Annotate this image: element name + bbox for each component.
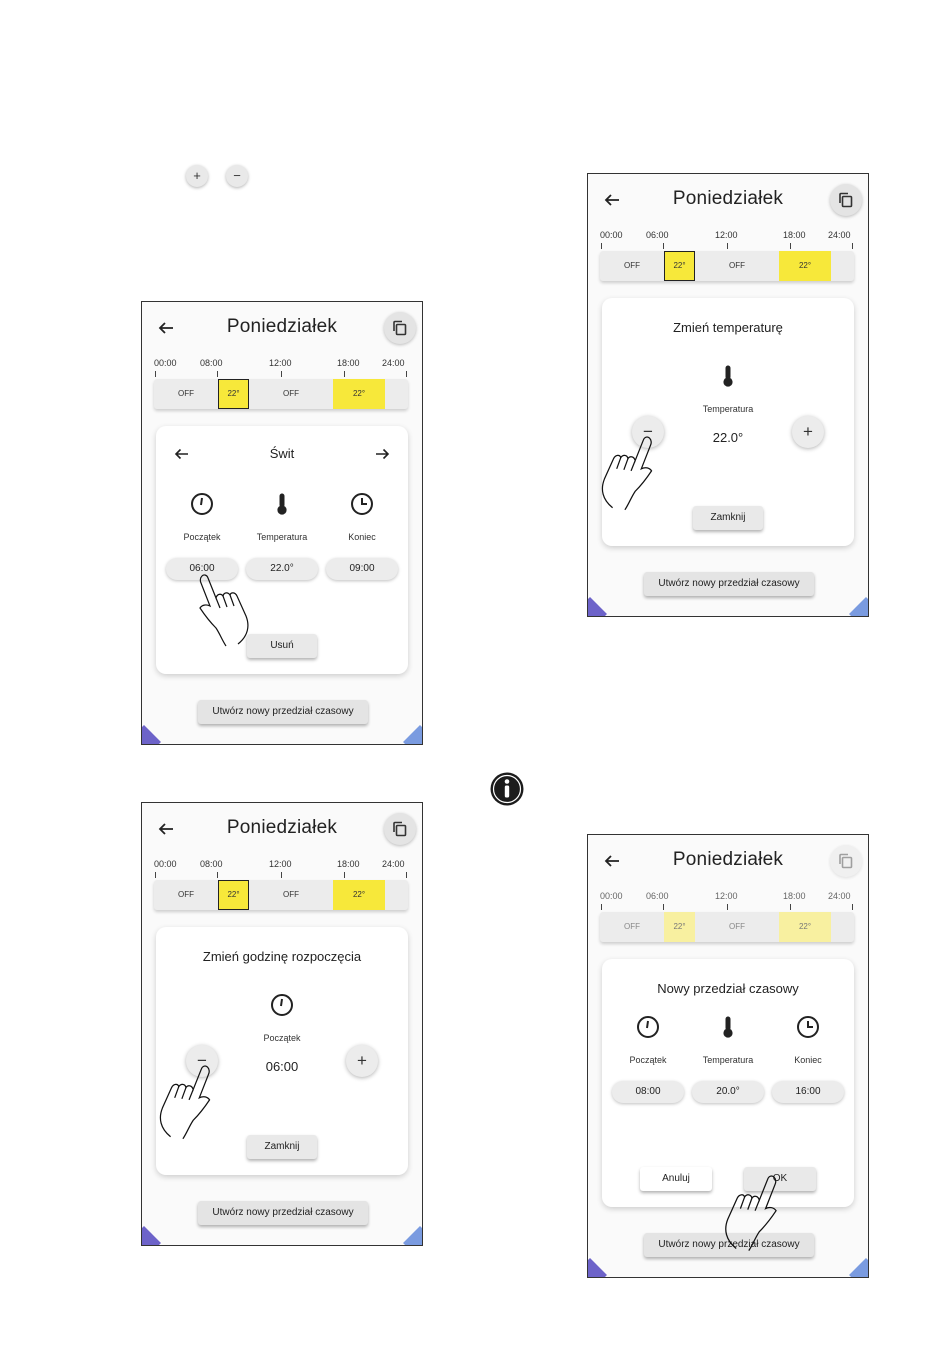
new-slot-button[interactable]: Utwórz nowy przedział czasowy (644, 572, 814, 596)
corner-decoration (141, 725, 161, 745)
close-button[interactable]: Zamknij (247, 1135, 317, 1159)
timeline-segment-off[interactable]: OFF (729, 261, 745, 270)
increase-button[interactable]: + (792, 416, 824, 448)
tick-label: 00:00 (600, 891, 623, 901)
change-temperature-card (602, 298, 854, 546)
screen-edit-slot (141, 301, 423, 745)
tick-label: 18:00 (783, 891, 806, 901)
tick-label: 00:00 (154, 859, 177, 869)
close-button[interactable]: Zamknij (693, 506, 763, 530)
tick-mark (852, 904, 853, 910)
back-arrow-icon[interactable] (602, 190, 622, 210)
tick-mark (790, 904, 791, 910)
tick-mark (727, 243, 728, 249)
copy-icon (838, 853, 854, 869)
dialog-title: Zmień temperaturę (673, 320, 783, 335)
timeline-segment-on-selected[interactable]: 22° (664, 251, 695, 281)
back-arrow-icon[interactable] (156, 318, 176, 338)
tick-label: 18:00 (337, 358, 360, 368)
tick-label: 24:00 (382, 358, 405, 368)
slot-name: Świt (269, 446, 295, 461)
start-label: Początek (263, 1033, 301, 1043)
timeline-track (154, 379, 408, 409)
corner-decoration (403, 1226, 423, 1246)
copy-button[interactable] (830, 845, 862, 877)
timeline-segment-on[interactable]: 22° (779, 912, 831, 942)
tick-mark (601, 243, 602, 249)
copy-button[interactable] (830, 184, 862, 216)
corner-decoration (587, 597, 607, 617)
zoom-in-button[interactable]: + (186, 165, 208, 187)
next-slot-arrow-icon[interactable] (374, 446, 390, 462)
app-bar (142, 803, 422, 855)
decrease-button[interactable]: − (186, 1045, 218, 1077)
zoom-out-button[interactable]: − (226, 165, 248, 187)
tick-mark (281, 371, 282, 377)
timeline-segment-off[interactable]: OFF (624, 922, 640, 931)
dialog-title: Nowy przedział czasowy (657, 981, 799, 996)
cancel-button[interactable]: Anuluj (640, 1167, 712, 1191)
back-arrow-icon[interactable] (602, 851, 622, 871)
tick-label: 24:00 (828, 891, 851, 901)
tick-label: 00:00 (154, 358, 177, 368)
timeline-segment-on[interactable]: 22° (333, 379, 385, 409)
delete-button[interactable]: Usuń (247, 634, 317, 658)
page-title: Poniedziałek (672, 188, 784, 209)
decrease-button[interactable]: − (632, 416, 664, 448)
day-timeline (600, 230, 856, 286)
copy-icon (838, 192, 854, 208)
end-time-pill[interactable]: 09:00 (326, 558, 398, 580)
tick-label: 06:00 (646, 891, 669, 901)
timeline-segment-on[interactable]: 22° (664, 912, 695, 942)
start-label: Początek (629, 1055, 667, 1065)
tick-mark (344, 371, 345, 377)
screen-change-temperature (587, 173, 869, 617)
ok-button[interactable]: OK (744, 1167, 816, 1191)
temperature-label: Temperatura (702, 404, 754, 414)
new-slot-button[interactable]: Utwórz nowy przedział czasowy (198, 700, 368, 724)
tick-label: 12:00 (269, 358, 292, 368)
tick-label: 00:00 (600, 230, 623, 240)
timeline-track (600, 912, 854, 942)
tick-mark (601, 904, 602, 910)
tick-mark (663, 904, 664, 910)
thermometer-icon (270, 492, 294, 516)
temperature-value: 22.0° (712, 430, 744, 445)
app-bar (588, 174, 868, 226)
day-timeline (154, 859, 410, 915)
corner-decoration (849, 1258, 869, 1278)
timeline-segment-on[interactable]: 22° (779, 251, 831, 281)
end-time-pill[interactable]: 16:00 (772, 1081, 844, 1103)
timeline-segment-off[interactable]: OFF (283, 389, 299, 398)
timeline-segment-off[interactable]: OFF (729, 922, 745, 931)
back-arrow-icon[interactable] (156, 819, 176, 839)
tick-label: 08:00 (200, 358, 223, 368)
copy-icon (392, 320, 408, 336)
copy-icon (392, 821, 408, 837)
tick-mark (852, 243, 853, 249)
thermometer-icon (716, 1015, 740, 1039)
page-title: Poniedziałek (672, 849, 784, 870)
tick-label: 08:00 (200, 859, 223, 869)
increase-button[interactable]: + (346, 1045, 378, 1077)
tick-mark (663, 243, 664, 249)
end-label: Koniec (794, 1055, 822, 1065)
timeline-segment-off[interactable]: OFF (624, 261, 640, 270)
timeline-track (600, 251, 854, 281)
tick-mark (344, 872, 345, 878)
temperature-pill[interactable]: 20.0° (692, 1081, 764, 1103)
tick-label: 24:00 (382, 859, 405, 869)
clock-start-icon (636, 1015, 660, 1039)
tick-mark (790, 243, 791, 249)
tick-label: 06:00 (646, 230, 669, 240)
day-timeline (600, 891, 856, 947)
thermometer-icon (716, 364, 740, 388)
timeline-segment-off[interactable]: OFF (283, 890, 299, 899)
corner-decoration (849, 597, 869, 617)
tick-mark (406, 872, 407, 878)
dialog-title: Zmień godzinę rozpoczęcia (202, 949, 362, 964)
corner-decoration (587, 1258, 607, 1278)
start-time-value: 06:00 (265, 1059, 299, 1074)
temperature-label: Temperatura (256, 532, 308, 542)
tick-label: 12:00 (715, 230, 738, 240)
timeline-segment-off[interactable]: OFF (178, 389, 194, 398)
timeline-segment-on-selected[interactable]: 22° (218, 880, 249, 910)
new-slot-button[interactable]: Utwórz nowy przedział czasowy (644, 1233, 814, 1257)
corner-decoration (141, 1226, 161, 1246)
tick-mark (727, 904, 728, 910)
app-bar (142, 302, 422, 354)
new-slot-button[interactable]: Utwórz nowy przedział czasowy (198, 1201, 368, 1225)
screen-change-start-time (141, 802, 423, 1246)
copy-button[interactable] (384, 813, 416, 845)
tick-label: 18:00 (337, 859, 360, 869)
timeline-segment-on[interactable]: 22° (333, 880, 385, 910)
temperature-pill[interactable]: 22.0° (246, 558, 318, 580)
tick-mark (155, 371, 156, 377)
tick-mark (281, 872, 282, 878)
clock-end-icon (350, 492, 374, 516)
tick-label: 12:00 (269, 859, 292, 869)
start-time-pill[interactable]: 06:00 (166, 558, 238, 580)
tick-mark (217, 371, 218, 377)
temperature-label: Temperatura (702, 1055, 754, 1065)
tick-mark (217, 872, 218, 878)
app-bar (588, 835, 868, 887)
start-time-pill[interactable]: 08:00 (612, 1081, 684, 1103)
timeline-segment-off[interactable]: OFF (178, 890, 194, 899)
clock-end-icon (796, 1015, 820, 1039)
tick-label: 18:00 (783, 230, 806, 240)
page-title: Poniedziałek (226, 316, 338, 337)
page-title: Poniedziałek (226, 817, 338, 838)
tick-mark (406, 371, 407, 377)
timeline-segment-on-selected[interactable]: 22° (218, 379, 249, 409)
info-icon (489, 771, 525, 807)
tick-mark (155, 872, 156, 878)
timeline-track (154, 880, 408, 910)
clock-start-icon (270, 993, 294, 1017)
tick-label: 12:00 (715, 891, 738, 901)
corner-decoration (403, 725, 423, 745)
day-timeline (154, 358, 410, 414)
tick-label: 24:00 (828, 230, 851, 240)
end-label: Koniec (348, 532, 376, 542)
clock-start-icon (190, 492, 214, 516)
change-start-time-card (156, 927, 408, 1175)
copy-button[interactable] (384, 312, 416, 344)
screen-new-slot (587, 834, 869, 1278)
new-slot-card (602, 959, 854, 1207)
slot-card (156, 426, 408, 674)
start-label: Początek (183, 532, 221, 542)
